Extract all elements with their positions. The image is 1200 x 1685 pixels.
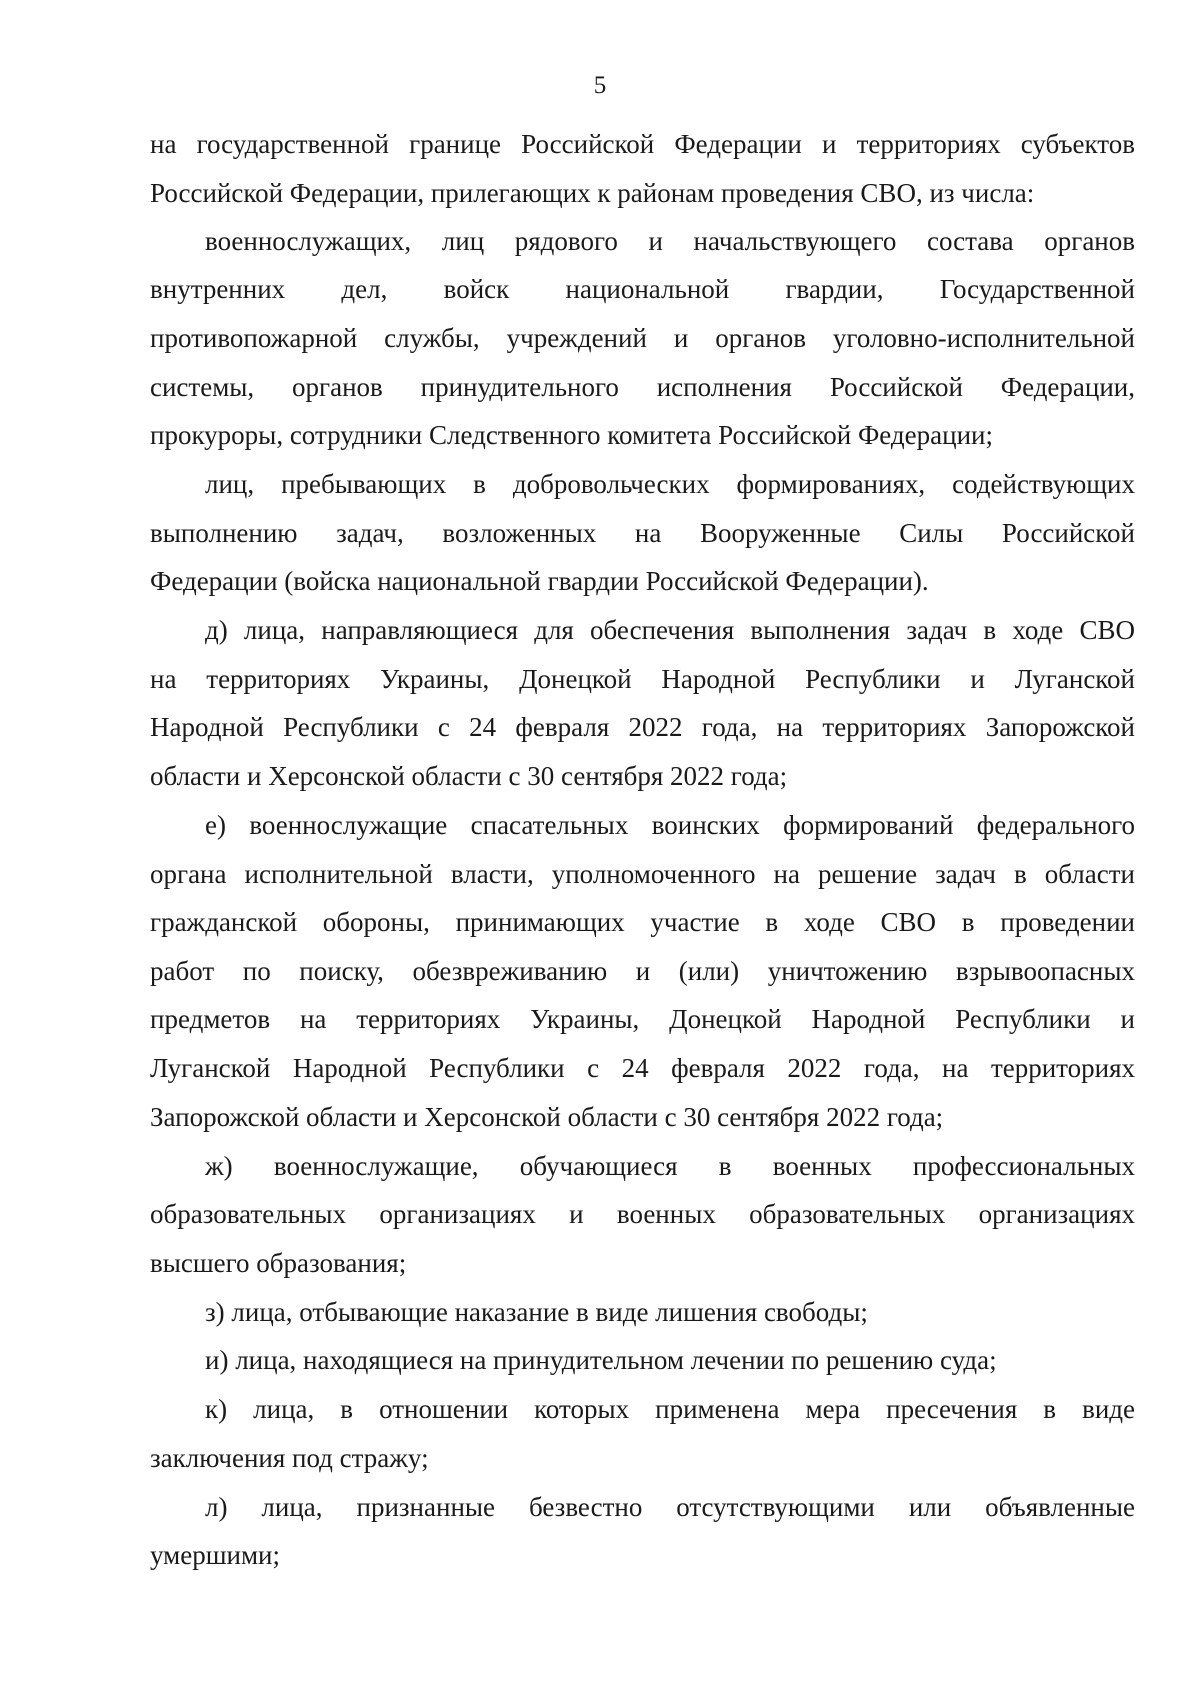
text-line: на территориях Украины, Донецкой Народной Республики и Луганской xyxy=(150,664,1135,694)
text-line: внутренних дел, войск национальной гвардии, Государственной xyxy=(150,274,1135,304)
text-line: Федерации (войска национальной гвардии Российской Федерации). xyxy=(150,566,929,596)
text-line: прокуроры, сотрудники Следственного комитета Российской Федерации; xyxy=(150,420,993,450)
page-number: 5 xyxy=(593,72,607,99)
text-line: гражданской обороны, принимающих участие в ходе СВО в проведении xyxy=(150,907,1135,937)
text-line: Российской Федерации, прилегающих к районам проведения СВО, из числа: xyxy=(150,178,1035,208)
text-line: системы, органов принудительного исполнения Российской Федерации, xyxy=(150,372,1135,402)
text-line: образовательных организациях и военных образовательных организациях xyxy=(150,1199,1135,1229)
text-line: Луганской Народной Республики с 24 февраля 2022 года, на территориях xyxy=(150,1053,1135,1083)
text-line: работ по поиску, обезвреживанию и (или) уничтожению взрывоопасных xyxy=(150,956,1135,986)
text-line: л) лица, признанные безвестно отсутствующими или объявленные xyxy=(205,1492,1135,1522)
text-line: д) лица, направляющиеся для обеспечения выполнения задач в ходе СВО xyxy=(205,615,1135,645)
text-line: з) лица, отбывающие наказание в виде лишения свободы; xyxy=(205,1297,868,1327)
text-line: лиц, пребывающих в добровольческих формированиях, содействующих xyxy=(205,469,1135,499)
text-line: Запорожской области и Херсонской области с 30 сентября 2022 года; xyxy=(150,1102,944,1132)
text-line: военнослужащих, лиц рядового и начальствующего состава органов xyxy=(205,226,1135,256)
text-line: умершими; xyxy=(150,1540,280,1570)
text-line: е) военнослужащие спасательных воинских формирований федерального xyxy=(205,810,1135,840)
text-line: на государственной границе Российской Федерации и территориях субъектов xyxy=(150,129,1135,159)
text-line: заключения под стражу; xyxy=(150,1443,429,1473)
text-line: противопожарной службы, учреждений и органов уголовно-исполнительной xyxy=(150,323,1135,353)
text-line: высшего образования; xyxy=(150,1248,407,1278)
text-line: ж) военнослужащие, обучающиеся в военных профессиональных xyxy=(205,1151,1135,1181)
text-line: Народной Республики с 24 февраля 2022 года, на территориях Запорожской xyxy=(150,712,1135,742)
text-line: к) лица, в отношении которых применена мера пресечения в виде xyxy=(205,1394,1135,1424)
text-line: выполнению задач, возложенных на Вооруженные Силы Российской xyxy=(150,518,1135,548)
text-line: области и Херсонской области с 30 сентября 2022 года; xyxy=(150,761,788,791)
text-line: и) лица, находящиеся на принудительном лечении по решению суда; xyxy=(205,1345,997,1375)
text-line: предметов на территориях Украины, Донецкой Народной Республики и xyxy=(150,1004,1135,1034)
text-line: органа исполнительной власти, уполномоченного на решение задач в области xyxy=(150,859,1135,889)
